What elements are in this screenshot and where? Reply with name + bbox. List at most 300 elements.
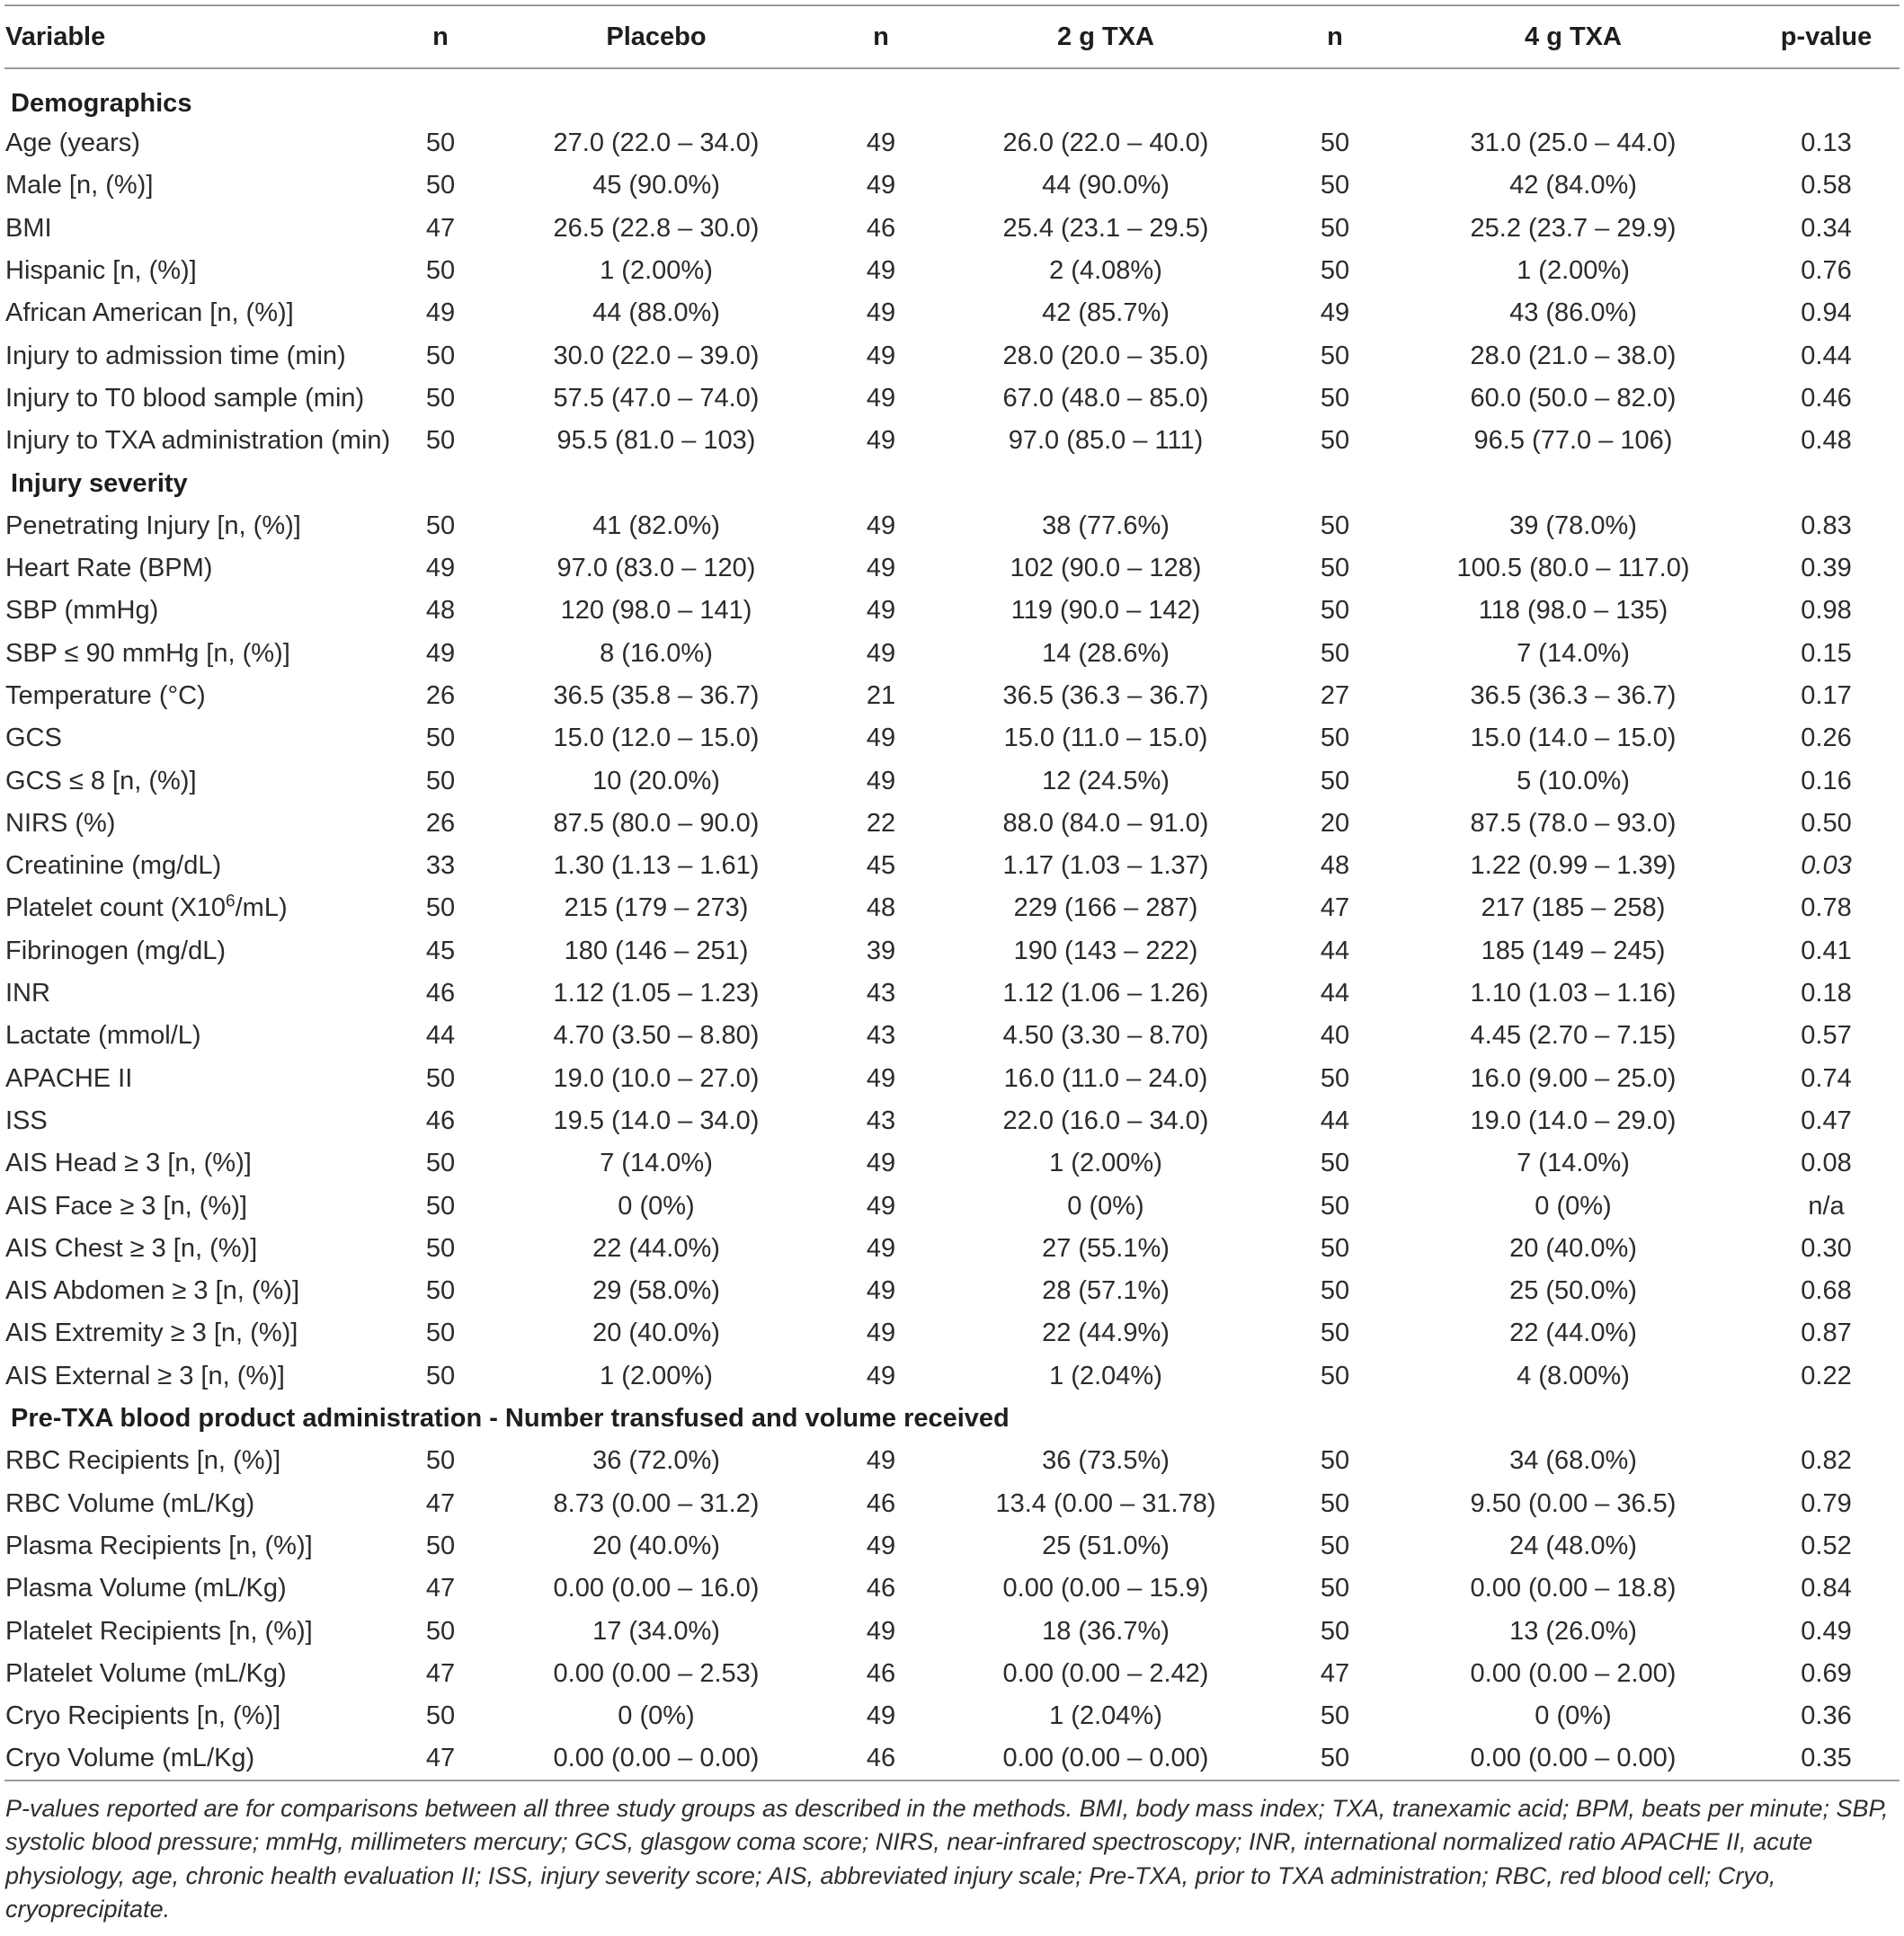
cell-4g-txa: 0.00 (0.00 – 18.8) xyxy=(1470,1574,1677,1603)
cell-n-placebo: 50 xyxy=(425,893,456,923)
cell-2g-txa: 18 (36.7%) xyxy=(1042,1616,1170,1646)
cell-variable: Plasma Recipients [n, (%)] xyxy=(5,1531,313,1560)
cell-4g-txa: 36.5 (36.3 – 36.7) xyxy=(1470,681,1677,710)
cell-2g-txa: 15.0 (11.0 – 15.0) xyxy=(1003,724,1208,753)
cell-p-value: 0.46 xyxy=(1801,383,1852,413)
cell-4g-txa: 60.0 (50.0 – 82.0) xyxy=(1470,383,1677,413)
cell-n-4g: 50 xyxy=(1320,596,1350,626)
cell-n-4g: 50 xyxy=(1320,1488,1350,1518)
cell-variable: Temperature (°C) xyxy=(5,681,206,710)
cell-2g-txa: 190 (143 – 222) xyxy=(1013,936,1198,965)
cell-2g-txa: 102 (90.0 – 128) xyxy=(1010,554,1202,583)
table-row xyxy=(4,1567,1900,1610)
cell-4g-txa: 24 (48.0%) xyxy=(1509,1531,1637,1560)
cell-placebo: 20 (40.0%) xyxy=(592,1319,720,1348)
cell-n-2g: 46 xyxy=(866,213,896,243)
table-row xyxy=(4,1737,1900,1780)
table-row xyxy=(4,547,1900,590)
table-row xyxy=(4,1185,1900,1227)
cell-2g-txa: 0 (0%) xyxy=(1067,1191,1144,1221)
cell-n-placebo: 50 xyxy=(425,383,456,413)
cell-n-placebo: 50 xyxy=(425,1149,456,1178)
cell-2g-txa: 26.0 (22.0 – 40.0) xyxy=(1002,129,1209,158)
cell-n-placebo: 50 xyxy=(425,1319,456,1348)
cell-2g-txa: 1 (2.04%) xyxy=(1049,1361,1162,1390)
cell-placebo: 8 (16.0%) xyxy=(600,638,713,668)
cell-p-value: 0.08 xyxy=(1801,1149,1852,1178)
cell-p-value: 0.94 xyxy=(1801,298,1852,328)
cell-placebo: 4.70 (3.50 – 8.80) xyxy=(553,1021,760,1051)
cell-n-2g: 49 xyxy=(866,1531,896,1560)
cell-variable: ISS xyxy=(5,1106,48,1135)
document-page xyxy=(4,4,1900,1927)
section-header-row xyxy=(4,462,1900,504)
cell-variable: SBP (mmHg) xyxy=(5,596,159,626)
cell-2g-txa: 1.12 (1.06 – 1.26) xyxy=(1002,979,1209,1008)
table-row xyxy=(4,1610,1900,1652)
header-row xyxy=(4,5,1900,68)
cell-variable: Age (years) xyxy=(5,129,140,158)
cell-n-4g: 50 xyxy=(1320,426,1350,456)
table-row xyxy=(4,803,1900,845)
cell-n-4g: 40 xyxy=(1320,1021,1350,1051)
cell-n-2g: 49 xyxy=(866,1446,896,1476)
cell-n-2g: 49 xyxy=(866,1233,896,1263)
cell-4g-txa: 118 (98.0 – 135) xyxy=(1478,596,1668,626)
cell-n-4g: 50 xyxy=(1320,171,1350,200)
table-row xyxy=(4,633,1900,675)
cell-n-2g: 49 xyxy=(866,766,896,795)
cell-p-value: 0.17 xyxy=(1801,681,1852,710)
col-header-4g-txa: 4 g TXA xyxy=(1393,5,1753,68)
cell-n-4g: 50 xyxy=(1320,1701,1350,1731)
cell-placebo: 180 (146 – 251) xyxy=(564,936,749,965)
cell-placebo: 1 (2.00%) xyxy=(600,256,713,286)
table-row xyxy=(4,1015,1900,1057)
cell-placebo: 44 (88.0%) xyxy=(592,298,720,328)
cell-n-4g: 47 xyxy=(1320,1658,1350,1688)
table-footnote: P-values reported are for comparisons between all three study groups as described in the methods. BMI, body mass index; TXA, tranexamic acid; BPM, beats per minute; SBP, systolic blood pressure; mmHg, millimeters mercury; GCS, glasgow coma score; NIRS, near-infrared spectroscopy; INR, international normalized ratio APACHE II, acute physiology, age, chronic health evaluation II; ISS, injury severity score; AIS, abbreviated injury scale; Pre-TXA, prior to TXA administration; RBC, red blood cell; Cryo, cryoprecipitate. xyxy=(5,1794,1889,1923)
cell-4g-txa: 13 (26.0%) xyxy=(1509,1616,1637,1646)
cell-variable: AIS Chest ≥ 3 [n, (%)] xyxy=(5,1233,258,1263)
cell-placebo: 1.12 (1.05 – 1.23) xyxy=(553,979,760,1008)
cell-n-placebo: 26 xyxy=(425,808,456,838)
cell-2g-txa: 0.00 (0.00 – 2.42) xyxy=(1002,1658,1209,1688)
cell-4g-txa: 217 (185 – 258) xyxy=(1481,893,1666,923)
cell-p-value: 0.26 xyxy=(1801,724,1852,753)
data-table xyxy=(4,4,1900,1781)
cell-p-value: 0.47 xyxy=(1801,1106,1852,1135)
cell-4g-txa: 4 (8.00%) xyxy=(1517,1361,1630,1390)
cell-n-2g: 49 xyxy=(866,1361,896,1390)
cell-4g-txa: 7 (14.0%) xyxy=(1517,638,1630,668)
cell-n-placebo: 50 xyxy=(425,766,456,795)
cell-4g-txa: 19.0 (14.0 – 29.0) xyxy=(1470,1106,1677,1135)
cell-n-placebo: 50 xyxy=(425,1446,456,1476)
cell-placebo: 0.00 (0.00 – 2.53) xyxy=(553,1658,760,1688)
cell-n-4g: 47 xyxy=(1320,893,1350,923)
cell-4g-txa: 0 (0%) xyxy=(1535,1191,1612,1221)
cell-n-placebo: 50 xyxy=(425,1531,456,1560)
cell-n-placebo: 49 xyxy=(425,554,456,583)
cell-4g-txa: 22 (44.0%) xyxy=(1509,1319,1637,1348)
cell-p-value: 0.36 xyxy=(1801,1701,1852,1731)
cell-n-2g: 49 xyxy=(866,638,896,668)
cell-4g-txa: 34 (68.0%) xyxy=(1509,1446,1637,1476)
cell-p-value: 0.18 xyxy=(1801,979,1852,1008)
cell-variable: Plasma Volume (mL/Kg) xyxy=(5,1574,287,1603)
table-row xyxy=(4,845,1900,887)
cell-n-placebo: 50 xyxy=(425,256,456,286)
cell-n-2g: 46 xyxy=(866,1658,896,1688)
cell-n-2g: 46 xyxy=(827,1737,935,1780)
cell-p-value: 0.03 xyxy=(1801,851,1852,881)
cell-4g-txa: 43 (86.0%) xyxy=(1509,298,1637,328)
cell-2g-txa: 16.0 (11.0 – 24.0) xyxy=(1003,1063,1208,1093)
table-row xyxy=(4,377,1900,420)
cell-n-placebo: 50 xyxy=(425,171,456,200)
cell-4g-txa: 96.5 (77.0 – 106) xyxy=(1473,426,1673,456)
cell-n-placebo: 49 xyxy=(425,638,456,668)
cell-2g-txa: 229 (166 – 287) xyxy=(1013,893,1198,923)
cell-4g-txa: 31.0 (25.0 – 44.0) xyxy=(1470,129,1677,158)
cell-n-placebo: 50 xyxy=(425,1361,456,1390)
table-row xyxy=(4,164,1900,207)
cell-n-placebo: 47 xyxy=(396,1737,485,1780)
cell-p-value: 0.13 xyxy=(1801,129,1852,158)
cell-4g-txa: 15.0 (14.0 – 15.0) xyxy=(1470,724,1677,753)
cell-n-placebo: 44 xyxy=(425,1021,456,1051)
cell-variable: Platelet Volume (mL/Kg) xyxy=(5,1658,287,1688)
cell-n-placebo: 49 xyxy=(425,298,456,328)
cell-n-placebo: 50 xyxy=(425,1616,456,1646)
cell-2g-txa: 38 (77.6%) xyxy=(1042,511,1170,540)
cell-n-placebo: 50 xyxy=(425,1276,456,1306)
cell-2g-txa: 0.00 (0.00 – 0.00) xyxy=(935,1737,1277,1780)
cell-4g-txa: 0 (0%) xyxy=(1535,1701,1612,1731)
cell-4g-txa: 39 (78.0%) xyxy=(1509,511,1637,540)
table-row xyxy=(4,1228,1900,1270)
cell-4g-txa: 1 (2.00%) xyxy=(1517,256,1630,286)
cell-n-2g: 49 xyxy=(866,171,896,200)
cell-placebo: 1.30 (1.13 – 1.61) xyxy=(553,851,760,881)
cell-n-placebo: 50 xyxy=(425,426,456,456)
cell-p-value: 0.82 xyxy=(1801,1446,1852,1476)
cell-n-placebo: 46 xyxy=(425,979,456,1008)
cell-placebo: 120 (98.0 – 141) xyxy=(560,596,752,626)
cell-placebo: 57.5 (47.0 – 74.0) xyxy=(553,383,760,413)
col-header-n-placebo: n xyxy=(396,5,485,68)
cell-n-placebo: 50 xyxy=(425,1191,456,1221)
cell-p-value: 0.76 xyxy=(1801,256,1852,286)
table-row xyxy=(4,1440,1900,1482)
cell-n-placebo: 47 xyxy=(425,1658,456,1688)
cell-variable xyxy=(4,887,396,929)
cell-n-4g: 50 xyxy=(1320,1574,1350,1603)
cell-4g-txa: 100.5 (80.0 – 117.0) xyxy=(1456,554,1690,583)
cell-n-2g: 49 xyxy=(866,1191,896,1221)
cell-2g-txa: 28.0 (20.0 – 35.0) xyxy=(1002,341,1209,370)
cell-n-2g: 22 xyxy=(866,808,896,838)
cell-2g-txa: 1.17 (1.03 – 1.37) xyxy=(1002,851,1209,881)
cell-placebo: 19.5 (14.0 – 34.0) xyxy=(553,1106,760,1135)
cell-n-4g: 50 xyxy=(1320,766,1350,795)
table-row xyxy=(4,1355,1900,1398)
cell-2g-txa: 0.00 (0.00 – 15.9) xyxy=(1002,1574,1209,1603)
table-row xyxy=(4,1695,1900,1737)
cell-n-placebo: 46 xyxy=(425,1106,456,1135)
cell-variable: Fibrinogen (mg/dL) xyxy=(5,936,226,965)
cell-variable: GCS ≤ 8 [n, (%)] xyxy=(5,766,197,795)
variable-text-tail: /mL) xyxy=(235,893,288,923)
table-row xyxy=(4,1270,1900,1312)
cell-4g-txa: 1.10 (1.03 – 1.16) xyxy=(1470,979,1677,1008)
cell-4g-txa: 42 (84.0%) xyxy=(1509,171,1637,200)
cell-n-2g: 49 xyxy=(866,1616,896,1646)
cell-placebo: 20 (40.0%) xyxy=(592,1531,720,1560)
cell-placebo: 8.73 (0.00 – 31.2) xyxy=(553,1488,760,1518)
variable-text: Platelet count (X10 xyxy=(5,893,227,923)
cell-n-2g: 43 xyxy=(866,1106,896,1135)
cell-p-value: 0.57 xyxy=(1801,1021,1852,1051)
cell-p-value: 0.48 xyxy=(1801,426,1852,456)
cell-variable: Creatinine (mg/dL) xyxy=(5,851,222,881)
cell-2g-txa: 4.50 (3.30 – 8.70) xyxy=(1002,1021,1209,1051)
cell-n-4g: 48 xyxy=(1320,851,1350,881)
col-header-p-value: p-value xyxy=(1753,5,1900,68)
cell-variable: AIS Face ≥ 3 [n, (%)] xyxy=(5,1191,247,1221)
cell-2g-txa: 36 (73.5%) xyxy=(1042,1446,1170,1476)
table-row xyxy=(4,420,1900,462)
cell-variable: RBC Recipients [n, (%)] xyxy=(5,1446,281,1476)
cell-2g-txa: 67.0 (48.0 – 85.0) xyxy=(1002,383,1209,413)
cell-n-placebo: 33 xyxy=(425,851,456,881)
cell-n-4g: 50 xyxy=(1320,1276,1350,1306)
cell-4g-txa: 87.5 (78.0 – 93.0) xyxy=(1470,808,1677,838)
cell-n-2g: 49 xyxy=(866,383,896,413)
cell-n-2g: 49 xyxy=(866,256,896,286)
cell-n-2g: 49 xyxy=(866,1063,896,1093)
cell-p-value: 0.30 xyxy=(1801,1233,1852,1263)
cell-4g-txa: 20 (40.0%) xyxy=(1509,1233,1637,1263)
cell-placebo: 45 (90.0%) xyxy=(592,171,720,200)
cell-4g-txa: 1.22 (0.99 – 1.39) xyxy=(1470,851,1677,881)
cell-p-value: 0.83 xyxy=(1801,511,1852,540)
cell-4g-txa: 4.45 (2.70 – 7.15) xyxy=(1470,1021,1677,1051)
table-row xyxy=(4,122,1900,164)
table-row xyxy=(4,505,1900,547)
table-row xyxy=(4,1100,1900,1142)
cell-n-2g: 49 xyxy=(866,1276,896,1306)
cell-n-4g: 50 xyxy=(1320,1063,1350,1093)
table-row xyxy=(4,1142,1900,1185)
cell-variable: Injury to admission time (min) xyxy=(5,341,346,370)
cell-2g-txa: 25.4 (23.1 – 29.5) xyxy=(1002,213,1209,243)
cell-p-value: 0.22 xyxy=(1801,1361,1852,1390)
cell-n-2g: 49 xyxy=(866,724,896,753)
cell-n-placebo: 47 xyxy=(425,213,456,243)
cell-placebo: 27.0 (22.0 – 34.0) xyxy=(553,129,760,158)
cell-p-value: 0.39 xyxy=(1801,554,1852,583)
cell-2g-txa: 13.4 (0.00 – 31.78) xyxy=(995,1488,1216,1518)
cell-4g-txa: 9.50 (0.00 – 36.5) xyxy=(1470,1488,1677,1518)
table-row xyxy=(4,759,1900,802)
cell-variable: Injury to TXA administration (min) xyxy=(5,426,391,456)
cell-n-2g: 49 xyxy=(866,426,896,456)
cell-2g-txa: 36.5 (36.3 – 36.7) xyxy=(1002,681,1209,710)
table-row xyxy=(4,1653,1900,1695)
cell-n-4g: 50 xyxy=(1320,1531,1350,1560)
cell-p-value: 0.44 xyxy=(1801,341,1852,370)
cell-placebo: 29 (58.0%) xyxy=(592,1276,720,1306)
cell-n-4g: 50 xyxy=(1320,1616,1350,1646)
col-header-n-2g: n xyxy=(827,5,935,68)
cell-variable: GCS xyxy=(5,724,62,753)
cell-placebo: 17 (34.0%) xyxy=(592,1616,720,1646)
cell-2g-txa: 1 (2.04%) xyxy=(1049,1701,1162,1731)
cell-n-placebo: 50 xyxy=(425,511,456,540)
cell-variable: African American [n, (%)] xyxy=(5,298,294,328)
table-row xyxy=(4,334,1900,377)
cell-n-4g: 49 xyxy=(1320,298,1350,328)
table-row xyxy=(4,1312,1900,1354)
cell-p-value: 0.98 xyxy=(1801,596,1852,626)
cell-n-2g: 49 xyxy=(866,129,896,158)
cell-n-2g: 39 xyxy=(866,936,896,965)
cell-n-2g: 49 xyxy=(866,1701,896,1731)
col-header-variable: Variable xyxy=(4,5,396,68)
cell-variable: Lactate (mmol/L) xyxy=(5,1021,201,1051)
cell-n-4g: 50 xyxy=(1320,638,1350,668)
cell-p-value: 0.49 xyxy=(1801,1616,1852,1646)
table-row xyxy=(4,930,1900,972)
cell-placebo: 15.0 (12.0 – 15.0) xyxy=(553,724,760,753)
cell-2g-txa: 22.0 (16.0 – 34.0) xyxy=(1002,1106,1209,1135)
table-row xyxy=(4,250,1900,292)
cell-variable: Male [n, (%)] xyxy=(5,171,154,200)
cell-4g-txa: 25 (50.0%) xyxy=(1509,1276,1637,1306)
cell-n-2g: 21 xyxy=(866,681,896,710)
cell-n-2g: 49 xyxy=(866,554,896,583)
cell-n-2g: 49 xyxy=(866,298,896,328)
cell-n-2g: 48 xyxy=(866,893,896,923)
cell-p-value: 0.74 xyxy=(1801,1063,1852,1093)
cell-p-value: 0.58 xyxy=(1801,171,1852,200)
cell-variable: NIRS (%) xyxy=(5,808,116,838)
table-row xyxy=(4,717,1900,759)
cell-p-value: n/a xyxy=(1808,1191,1845,1221)
cell-n-2g: 46 xyxy=(866,1488,896,1518)
section-title: Injury severity xyxy=(11,468,188,498)
cell-n-2g: 49 xyxy=(866,511,896,540)
col-header-placebo: Placebo xyxy=(485,5,827,68)
cell-p-value: 0.87 xyxy=(1801,1319,1852,1348)
cell-p-value: 0.79 xyxy=(1801,1488,1852,1518)
cell-n-4g: 50 xyxy=(1320,213,1350,243)
cell-n-2g: 43 xyxy=(866,979,896,1008)
cell-variable: AIS Abdomen ≥ 3 [n, (%)] xyxy=(5,1276,300,1306)
cell-4g-txa: 185 (149 – 245) xyxy=(1481,936,1666,965)
cell-n-placebo: 26 xyxy=(425,681,456,710)
cell-p-value: 0.78 xyxy=(1801,893,1852,923)
cell-placebo: 36 (72.0%) xyxy=(592,1446,720,1476)
cell-2g-txa: 2 (4.08%) xyxy=(1049,256,1162,286)
section-title: Demographics xyxy=(11,89,192,118)
cell-n-placebo: 48 xyxy=(425,596,456,626)
cell-placebo: 7 (14.0%) xyxy=(600,1149,713,1178)
table-row xyxy=(4,675,1900,717)
cell-n-2g: 49 xyxy=(866,596,896,626)
cell-n-4g: 44 xyxy=(1320,979,1350,1008)
cell-placebo: 22 (44.0%) xyxy=(592,1233,720,1263)
cell-n-2g: 46 xyxy=(866,1574,896,1603)
cell-placebo: 0.00 (0.00 – 0.00) xyxy=(485,1737,827,1780)
cell-placebo: 36.5 (35.8 – 36.7) xyxy=(553,681,760,710)
variable-superscript: 6 xyxy=(226,892,236,911)
cell-placebo: 215 (179 – 273) xyxy=(564,893,749,923)
table-row xyxy=(4,208,1900,250)
cell-p-value: 0.69 xyxy=(1801,1658,1852,1688)
section-header-row xyxy=(4,68,1900,122)
cell-p-value: 0.34 xyxy=(1801,213,1852,243)
cell-n-4g: 50 xyxy=(1320,256,1350,286)
cell-2g-txa: 44 (90.0%) xyxy=(1042,171,1170,200)
cell-n-2g: 45 xyxy=(866,851,896,881)
cell-n-2g: 43 xyxy=(866,1021,896,1051)
cell-variable: Cryo Recipients [n, (%)] xyxy=(5,1701,281,1731)
cell-placebo: 0 (0%) xyxy=(618,1701,695,1731)
cell-n-2g: 49 xyxy=(866,1319,896,1348)
cell-placebo: 0 (0%) xyxy=(618,1191,695,1221)
cell-variable: SBP ≤ 90 mmHg [n, (%)] xyxy=(5,638,290,668)
col-header-n-4g: n xyxy=(1277,5,1393,68)
cell-variable: INR xyxy=(5,979,50,1008)
cell-n-4g: 50 xyxy=(1320,341,1350,370)
cell-2g-txa: 42 (85.7%) xyxy=(1042,298,1170,328)
cell-p-value: 0.50 xyxy=(1801,808,1852,838)
cell-2g-txa: 119 (90.0 – 142) xyxy=(1010,596,1201,626)
table-row xyxy=(4,1483,1900,1525)
cell-n-placebo: 50 xyxy=(425,129,456,158)
cell-variable: AIS Extremity ≥ 3 [n, (%)] xyxy=(5,1319,298,1348)
cell-n-placebo: 47 xyxy=(425,1488,456,1518)
cell-n-4g: 20 xyxy=(1320,808,1350,838)
cell-n-4g: 50 xyxy=(1320,1446,1350,1476)
cell-placebo: 97.0 (83.0 – 120) xyxy=(556,554,756,583)
cell-n-4g: 44 xyxy=(1320,936,1350,965)
table-row xyxy=(4,590,1900,632)
col-header-2g-txa: 2 g TXA xyxy=(935,5,1277,68)
cell-variable: AIS Head ≥ 3 [n, (%)] xyxy=(5,1149,252,1178)
cell-n-4g: 50 xyxy=(1320,1361,1350,1390)
cell-n-placebo: 45 xyxy=(425,936,456,965)
cell-n-4g: 44 xyxy=(1320,1106,1350,1135)
cell-n-4g: 50 xyxy=(1320,129,1350,158)
cell-4g-txa: 7 (14.0%) xyxy=(1517,1149,1630,1178)
cell-variable: Injury to T0 blood sample (min) xyxy=(5,383,365,413)
section-header-row xyxy=(4,1398,1900,1440)
cell-p-value: 0.16 xyxy=(1801,766,1852,795)
cell-n-4g: 50 xyxy=(1320,1191,1350,1221)
cell-variable: Penetrating Injury [n, (%)] xyxy=(5,511,301,540)
cell-variable: Cryo Volume (mL/Kg) xyxy=(4,1737,396,1780)
cell-2g-txa: 12 (24.5%) xyxy=(1042,766,1170,795)
cell-2g-txa: 28 (57.1%) xyxy=(1042,1276,1170,1306)
cell-n-4g: 50 xyxy=(1320,554,1350,583)
cell-placebo: 95.5 (81.0 – 103) xyxy=(556,426,756,456)
cell-variable: Platelet Recipients [n, (%)] xyxy=(5,1616,313,1646)
cell-variable: AIS External ≥ 3 [n, (%)] xyxy=(5,1361,285,1390)
